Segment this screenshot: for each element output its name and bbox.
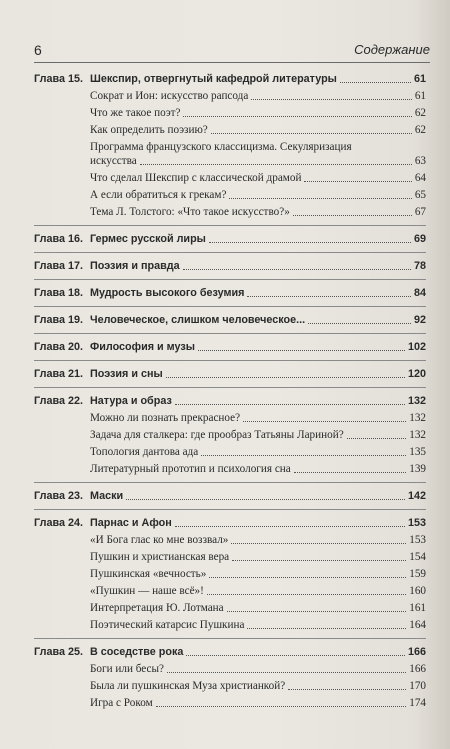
section-page: 63 bbox=[414, 155, 426, 167]
chapter-page: 61 bbox=[413, 73, 426, 85]
leader-dots bbox=[198, 350, 405, 351]
section-title: Боги или бесы? bbox=[90, 663, 164, 675]
toc-section-entry bbox=[34, 584, 426, 598]
leader-dots bbox=[304, 181, 411, 182]
toc-section-entry bbox=[34, 123, 426, 137]
leader-dots bbox=[251, 99, 411, 100]
section-page: 62 bbox=[414, 124, 426, 136]
section-page: 174 bbox=[409, 697, 426, 709]
chapter-page: 69 bbox=[413, 233, 426, 245]
section-title: Пушкин и христианская вера bbox=[90, 551, 230, 563]
leader-dots bbox=[247, 296, 411, 297]
leader-dots bbox=[167, 672, 406, 673]
chapter-title: Поэзия и сны bbox=[90, 368, 163, 380]
leader-dots bbox=[308, 323, 411, 324]
section-title: Что же такое поэт? bbox=[90, 107, 181, 119]
toc-chapter-entry bbox=[34, 516, 426, 530]
chapter-title: В соседстве рока bbox=[90, 646, 184, 658]
toc-section-entry bbox=[34, 154, 426, 168]
toc-chapter-entry bbox=[34, 394, 426, 408]
chapter-label bbox=[34, 394, 172, 408]
section-page: 170 bbox=[409, 680, 426, 692]
section-title: Пушкинская «вечность» bbox=[90, 568, 207, 580]
running-title: Содержание bbox=[354, 42, 430, 57]
section-page: 132 bbox=[409, 429, 426, 441]
leader-dots bbox=[126, 499, 405, 500]
toc-section-entry bbox=[34, 445, 426, 459]
leader-dots bbox=[211, 133, 412, 134]
chapter-divider bbox=[34, 252, 426, 253]
chapter-label bbox=[34, 232, 206, 246]
chapter-number: Глава 18. bbox=[34, 287, 83, 299]
page-number: 6 bbox=[34, 42, 42, 58]
section-page: 164 bbox=[409, 619, 426, 631]
leader-dots bbox=[347, 438, 407, 439]
toc-chapter-entry bbox=[34, 232, 426, 246]
chapter-divider bbox=[34, 482, 426, 483]
toc-chapter-entry bbox=[34, 286, 426, 300]
section-page: 161 bbox=[409, 602, 426, 614]
chapter-label bbox=[34, 286, 244, 300]
section-page: 139 bbox=[409, 463, 426, 475]
toc-section-entry bbox=[34, 188, 426, 202]
section-title: Интерпретация Ю. Лотмана bbox=[90, 602, 224, 614]
section-title: Поэтический катарсис Пушкина bbox=[90, 619, 245, 631]
section-title: Можно ли познать прекрасное? bbox=[90, 412, 241, 424]
section-page: 135 bbox=[409, 446, 426, 458]
chapter-title: Человеческое, слишком человеческое... bbox=[90, 314, 306, 326]
toc-section-entry bbox=[34, 89, 426, 103]
page-header bbox=[34, 40, 430, 63]
toc-section-entry bbox=[34, 428, 426, 442]
chapter-number: Глава 25. bbox=[34, 646, 83, 658]
section-page: 159 bbox=[409, 568, 426, 580]
toc-section-entry bbox=[34, 618, 426, 632]
chapter-divider bbox=[34, 225, 426, 226]
chapter-title: Маски bbox=[90, 490, 124, 502]
chapter-title: Натура и образ bbox=[90, 395, 172, 407]
chapter-divider bbox=[34, 638, 426, 639]
chapter-page: 120 bbox=[407, 368, 426, 380]
leader-dots bbox=[227, 611, 407, 612]
section-title: А если обратиться к грекам? bbox=[90, 189, 227, 201]
section-page: 64 bbox=[414, 172, 426, 184]
chapter-divider bbox=[34, 509, 426, 510]
toc-chapter-entry bbox=[34, 72, 426, 86]
leader-dots bbox=[229, 198, 411, 199]
section-title: «И Бога глас ко мне воззвал» bbox=[90, 534, 229, 546]
chapter-number: Глава 21. bbox=[34, 368, 83, 380]
toc-section-entry bbox=[34, 601, 426, 615]
toc-section-entry bbox=[34, 662, 426, 676]
toc-chapter-entry bbox=[34, 313, 426, 327]
chapter-number: Глава 19. bbox=[34, 314, 83, 326]
leader-dots bbox=[209, 577, 406, 578]
toc-section-entry bbox=[34, 550, 426, 564]
chapter-divider bbox=[34, 333, 426, 334]
toc-section-entry bbox=[34, 533, 426, 547]
leader-dots bbox=[294, 472, 406, 473]
chapter-number: Глава 15. bbox=[34, 73, 83, 85]
toc-section-entry bbox=[34, 696, 426, 710]
section-page: 62 bbox=[414, 107, 426, 119]
section-title: Тема Л. Толстого: «Что такое искусство?» bbox=[90, 206, 290, 218]
toc-chapter-entry bbox=[34, 645, 426, 659]
chapter-page: 92 bbox=[413, 314, 426, 326]
chapter-divider bbox=[34, 387, 426, 388]
chapter-title: Парнас и Афон bbox=[90, 517, 172, 529]
leader-dots bbox=[207, 594, 406, 595]
table-of-contents bbox=[34, 72, 426, 710]
chapter-divider bbox=[34, 360, 426, 361]
section-title: Сократ и Ион: искусство рапсода bbox=[90, 90, 249, 102]
leader-dots bbox=[340, 82, 411, 83]
section-page: 67 bbox=[414, 206, 426, 218]
chapter-label bbox=[34, 72, 337, 86]
section-title: Что сделал Шекспир с классической драмой bbox=[90, 172, 302, 184]
section-page: 153 bbox=[409, 534, 426, 546]
chapter-label bbox=[34, 516, 172, 530]
chapter-page: 84 bbox=[413, 287, 426, 299]
toc-section-entry bbox=[34, 411, 426, 425]
chapter-title: Гермес русской лиры bbox=[90, 233, 206, 245]
section-title: «Пушкин — наше всё»! bbox=[90, 585, 204, 597]
toc-section-entry bbox=[34, 567, 426, 581]
section-page: 132 bbox=[409, 412, 426, 424]
chapter-label bbox=[34, 645, 183, 659]
leader-dots bbox=[166, 377, 405, 378]
leader-dots bbox=[175, 526, 405, 527]
chapter-number: Глава 20. bbox=[34, 341, 83, 353]
toc-section-entry bbox=[34, 205, 426, 219]
leader-dots bbox=[156, 706, 407, 707]
toc-chapter-entry bbox=[34, 367, 426, 381]
leader-dots bbox=[232, 560, 406, 561]
chapter-page: 78 bbox=[413, 260, 426, 272]
section-page: 154 bbox=[409, 551, 426, 563]
toc-section-entry bbox=[34, 171, 426, 185]
chapter-number: Глава 16. bbox=[34, 233, 83, 245]
leader-dots bbox=[140, 164, 412, 165]
chapter-label bbox=[34, 259, 180, 273]
leader-dots bbox=[186, 655, 405, 656]
chapter-label bbox=[34, 340, 195, 354]
toc-chapter-entry bbox=[34, 259, 426, 273]
toc-chapter-entry bbox=[34, 489, 426, 503]
chapter-page: 142 bbox=[407, 490, 426, 502]
section-page: 166 bbox=[409, 663, 426, 675]
section-page: 160 bbox=[409, 585, 426, 597]
section-title-line: Программа французского классицизма. Секуляризация bbox=[90, 141, 352, 153]
chapter-divider bbox=[34, 306, 426, 307]
chapter-number: Глава 24. bbox=[34, 517, 83, 529]
leader-dots bbox=[231, 543, 406, 544]
section-title: Игра с Роком bbox=[90, 697, 153, 709]
toc-section-entry bbox=[34, 462, 426, 476]
chapter-title: Поэзия и правда bbox=[90, 260, 180, 272]
section-title: Литературный прототип и психология сна bbox=[90, 463, 291, 475]
toc-chapter-entry bbox=[34, 340, 426, 354]
leader-dots bbox=[201, 455, 406, 456]
chapter-page: 102 bbox=[407, 341, 426, 353]
section-title: Топология дантова ада bbox=[90, 446, 199, 458]
chapter-divider bbox=[34, 279, 426, 280]
chapter-page: 166 bbox=[407, 646, 426, 658]
leader-dots bbox=[183, 116, 411, 117]
leader-dots bbox=[243, 421, 406, 422]
toc-section-entry bbox=[34, 679, 426, 693]
chapter-page: 153 bbox=[407, 517, 426, 529]
chapter-label bbox=[34, 489, 123, 503]
chapter-title: Философия и музы bbox=[90, 341, 195, 353]
leader-dots bbox=[247, 628, 406, 629]
chapter-label bbox=[34, 367, 163, 381]
chapter-page: 132 bbox=[407, 395, 426, 407]
chapter-label bbox=[34, 313, 305, 327]
section-page: 65 bbox=[414, 189, 426, 201]
section-title: Задача для сталкера: где прообраз Татьяны Лариной? bbox=[90, 429, 344, 441]
chapter-title: Шекспир, отвергнутый кафедрой литературы bbox=[90, 73, 337, 85]
leader-dots bbox=[288, 689, 406, 690]
toc-section-entry bbox=[34, 106, 426, 120]
chapter-number: Глава 17. bbox=[34, 260, 83, 272]
section-title: Как определить поэзию? bbox=[90, 124, 208, 136]
section-title: Была ли пушкинская Муза христианкой? bbox=[90, 680, 286, 692]
section-title: искусства bbox=[90, 155, 137, 167]
chapter-title: Мудрость высокого безумия bbox=[90, 287, 245, 299]
chapter-number: Глава 23. bbox=[34, 490, 83, 502]
chapter-number: Глава 22. bbox=[34, 395, 83, 407]
section-page: 61 bbox=[414, 90, 426, 102]
leader-dots bbox=[175, 404, 405, 405]
leader-dots bbox=[209, 242, 411, 243]
leader-dots bbox=[293, 215, 412, 216]
leader-dots bbox=[183, 269, 411, 270]
